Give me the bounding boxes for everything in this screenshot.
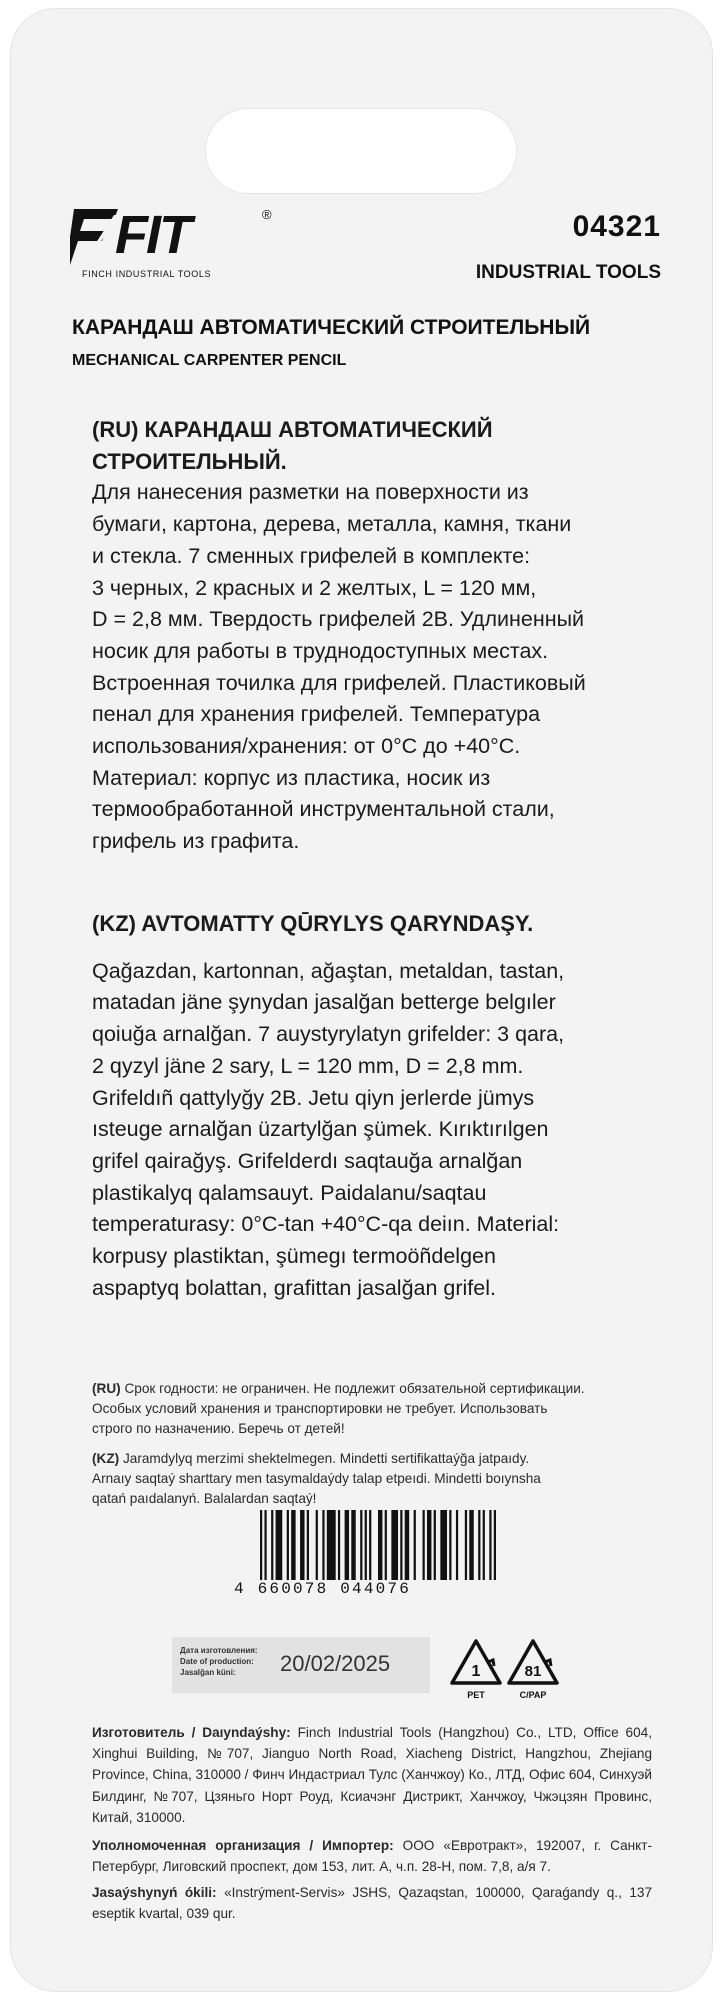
barcode-bar (391, 1510, 398, 1580)
registered-mark: ® (262, 207, 272, 222)
recycle-pap-icon (505, 1637, 561, 1703)
description-kz-line: 2 qyzyl jäne 2 sary, L = 120 mm, D = 2,8 mm. (92, 1053, 524, 1078)
hang-hole (205, 108, 517, 194)
barcode-bar (316, 1510, 318, 1580)
description-kz-heading: (KZ) AVTOMATTY QŪRYLYS QARYNDAŞY. (92, 911, 534, 936)
barcode-bar (423, 1510, 425, 1580)
description-kz-line: plastikalyq qalamsauyt. Paidalanu/saqtau (92, 1180, 487, 1205)
barcode-bar (440, 1510, 447, 1580)
logo-tagline: FINCH INDUSTRIAL TOOLS (82, 269, 212, 279)
production-date-box (172, 1637, 430, 1693)
article-number: 04321 (572, 210, 661, 243)
description-ru-line: Материал: корпус из пластика, носик из (92, 765, 491, 790)
barcode-bar (322, 1510, 324, 1580)
kz-representative-info: Jasaýshynyń ókili: «Instrýment-Servis» JSHS, Qazaqstan, 100000, Qaraǵandy q., 137 eseptik kvartal, 039 qur. (92, 1885, 653, 1922)
product-title-ru: КАРАНДАШ АВТОМАТИЧЕСКИЙ СТРОИТЕЛЬНЫЙ (72, 316, 591, 339)
barcode-bar (264, 1510, 266, 1580)
recycle-pet-number: 1 (471, 1663, 481, 1680)
barcode (234, 1510, 496, 1598)
manufacturer-info: Изготовитель / Daıyndaýshy: Finch Industrial Tools (Hangzhou) Co., LTD, Office 604, Xinghui Building, №707, Jianguo North Road, Xiacheng District, Hangzhou, Zhejiang Province, China, 310000 / Финч Индастриал Тулс (Ханчжоу) Ко., ЛТД, Офис 604, Синхуэй Билдинг, №707, Цзяньго Норт Роуд, Ксиачэнг Дистрикт, Ханчжоу, Чжэцзян Провинс, Китай, 310000. (92, 1725, 652, 1825)
article-category: INDUSTRIAL TOOLS (475, 262, 661, 283)
description-kz-line: Qağazdan, kartonnan, ağaştan, metaldan, tastan, (92, 958, 565, 983)
description-kz-line: korpusy plastiktan, şümegı termoöñdelgen (92, 1244, 496, 1269)
recycle-pap-number: 81 (524, 1663, 542, 1680)
barcode-bar (307, 1510, 309, 1580)
description-ru-line: Встроенная точилка для грифелей. Пластиковый (92, 670, 586, 695)
barcode-bar (483, 1510, 485, 1580)
barcode-bar (414, 1510, 416, 1580)
recycle-pet-label: PET (467, 1690, 485, 1700)
description-ru (92, 414, 652, 858)
barcode-bar (478, 1510, 480, 1580)
barcode-bar (365, 1510, 367, 1580)
barcode-bar (405, 1510, 409, 1580)
production-date-labels: Дата изготовления: Date of production: Jasalğan küni: (180, 1646, 258, 1677)
logo-wordmark: FIT (115, 205, 190, 265)
barcode-bar (449, 1510, 451, 1580)
barcode-bar (456, 1510, 458, 1580)
logo-mark-icon (70, 209, 118, 265)
description-ru-line: D = 2,8 мм. Твердость грифелей 2B. Удлиненный (92, 607, 585, 632)
barcode-bar (434, 1510, 436, 1580)
barcode-bar (351, 1510, 355, 1580)
barcode-bar (327, 1510, 336, 1580)
barcode-bar (469, 1510, 473, 1580)
barcode-bar (378, 1510, 382, 1580)
barcode-bar (427, 1510, 431, 1580)
barcode-bar (400, 1510, 402, 1580)
barcode-bar (260, 1510, 262, 1580)
description-ru-line: использования/хранения: от 0°C до +40°C. (92, 734, 521, 759)
barcode-bar (360, 1510, 362, 1580)
recycle-triangle-icon (448, 1637, 504, 1689)
description-kz-line: qoiuğa arnalğan. 7 auystyrylatyn grifelder: 3 qara, (92, 1022, 565, 1047)
barcode-bar (276, 1510, 283, 1580)
barcode-bar (345, 1510, 349, 1580)
description-ru-line: Для нанесения разметки на поверхности из (92, 480, 529, 505)
recycle-pet-icon (448, 1637, 504, 1703)
barcode-bar (287, 1510, 289, 1580)
description-ru-heading: (RU) КАРАНДАШ АВТОМАТИЧЕСКИЙ СТРОИТЕЛЬНЫЙ. (92, 417, 493, 474)
description-kz-line: matadan jäne şynydan jasalğan betterge belgıler (92, 990, 556, 1015)
fine-print-ru: (RU) Срок годности: не ограничен. Не подлежит обязательной сертификации. Особых условий хранения и транспортировки не требует. Использовать строго по назначению. Беречь от детей! (92, 1381, 585, 1436)
fine-print-kz: (KZ) Jaramdylyq merzimi shektelmegen. Mindetti sertifikattaýğa jatpaıdy. Arnaıy saqtaý sharttary men tasymaldaýdy talap etpeıdi. Mindetti boıynsha qatań paıdalanyń. Balalardan saqtaý! (92, 1451, 541, 1506)
product-title-en: MECHANICAL CARPENTER PENCIL (72, 352, 347, 369)
importer-info: Уполномоченная организация / Импортер: ООО «Евротракт», 192007, г. Санкт-Петербург, Лиговский проспект, дом 153, лит. А, ч.п. 28-Н, пом. 7,8, а/я 7. (92, 1838, 653, 1875)
description-kz-line: temperaturasy: 0°C-tan +40°C-qa deiın. Material: (92, 1212, 560, 1237)
description-ru-line: термообработанной инструментальной стали, (92, 797, 555, 822)
description-kz (92, 908, 652, 1304)
barcode-bar (338, 1510, 340, 1580)
production-date-value: 20/02/2025 (280, 1651, 391, 1676)
description-ru-line: пенал для хранения грифелей. Температура (92, 702, 541, 727)
description-kz-line: ısteuge arnalğan üzartylğan şümek. Kırıktırılgen (92, 1117, 549, 1142)
barcode-bar (291, 1510, 295, 1580)
recycle-triangle-icon (505, 1637, 561, 1689)
barcode-bar (271, 1510, 273, 1580)
barcode-digits: 4 660078 044076 (234, 1580, 412, 1598)
barcode-bar (300, 1510, 304, 1580)
barcode-bar (489, 1510, 491, 1580)
description-ru-line: грифель из графита. (92, 829, 300, 854)
barcode-bar (369, 1510, 371, 1580)
barcode-bar (465, 1510, 467, 1580)
description-kz-line: grifel qairağyş. Grifelderdı saqtauğa arnalğan (92, 1148, 523, 1173)
description-ru-line: и стекла. 7 сменных грифелей в комплекте: (92, 543, 531, 568)
description-ru-line: носик для работы в труднодоступных местах. (92, 638, 549, 663)
description-ru-line: бумаги, картона, дерева, металла, камня, ткани (92, 512, 572, 537)
description-kz-line: aspaptyq bolattan, grafittan jasalğan grifel. (92, 1275, 496, 1300)
barcode-bars (260, 1510, 496, 1580)
description-ru-line: 3 черных, 2 красных и 2 желтых, L = 120 мм, (92, 575, 537, 600)
barcode-bar (494, 1510, 496, 1580)
brand-logo (70, 205, 285, 285)
barcode-bar (385, 1510, 387, 1580)
description-kz-line: Grifeldıñ qattylyğy 2B. Jetu qiyn jerlerde jümys (92, 1085, 535, 1110)
recycle-pap-label: C/PAP (519, 1690, 547, 1700)
